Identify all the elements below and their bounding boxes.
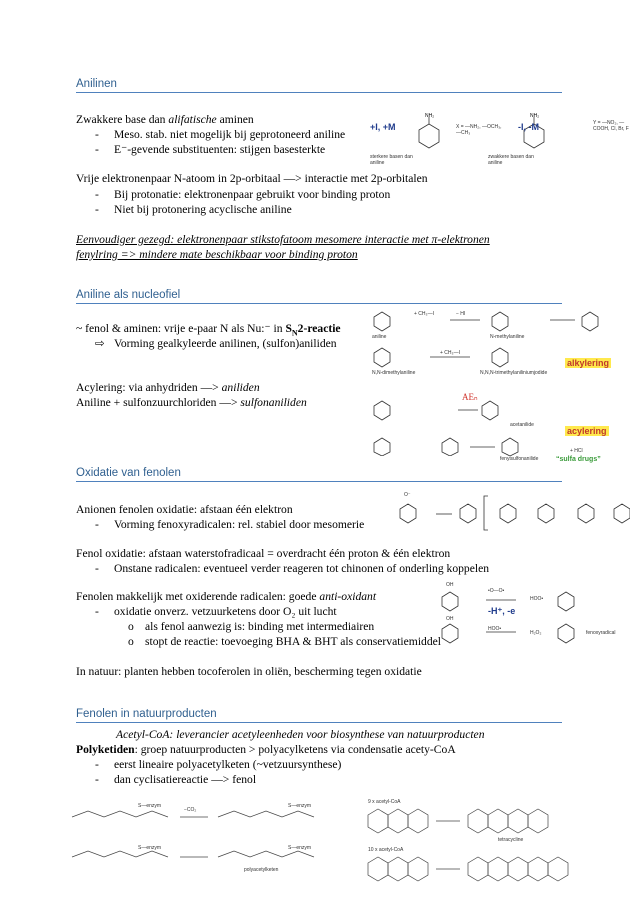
anilinen-bullet-4: Niet bij protonering acyclische aniline — [114, 203, 292, 216]
label-s-enzym-3: S—enzym — [138, 845, 162, 851]
oxidatie-bullet-1: Vorming fenoxyradicalen: rel. stabiel door mesomerie — [114, 518, 365, 531]
oxidatie-bullet-3: oxidatie onverz. vetzuurketens door O₂ uit lucht — [114, 605, 337, 618]
oxidatie-bullet-2: Onstane radicalen: eventueel verder reageren tot chinonen of onderling koppelen — [114, 562, 490, 575]
label-10x-acetyl-coa: 10 x acetyl-CoA — [368, 847, 404, 853]
label-hoo-1: HOO• — [530, 596, 544, 602]
reagent-plus-hcl: + HCl — [570, 448, 583, 454]
anilinen-line2: Vrije elektronenpaar N-atoom in 2p-orbitaal —> interactie met 2p-orbitalen — [76, 172, 428, 185]
anilinen-bullet-2: E⁻-gevende substituenten: stijgen basesterkte — [114, 143, 326, 156]
label-trimethylanilinium: N,N,N-trimethylaniliniumjodide — [480, 370, 548, 376]
anilinen-summary-2: fenylring => mindere mate beschikbaar voor binding proton — [76, 248, 358, 261]
bullet-dash: - — [95, 128, 99, 141]
polyketide-figure — [68, 795, 630, 895]
natuur-line1: Acetyl-CoA: leverancier acetyleenheden voor biosynthese van natuurproducten — [116, 728, 485, 741]
alkylation-acylation-figure — [370, 306, 630, 463]
reagent-minus-hi: − HI — [456, 311, 466, 317]
label-s-enzym-1: S—enzym — [138, 803, 162, 809]
benzene-ring-left — [419, 124, 439, 148]
bullet-dash: - — [95, 143, 99, 156]
anilinen-bullet-1: Meso. stab. niet mogelijk bij geprotoneerd aniline — [114, 128, 346, 141]
section-title-nucleofiel: Aniline als nucleofiel — [76, 289, 562, 304]
label-acetanilide: acetanilide — [510, 422, 534, 428]
tag-plus-i-plus-m: +I, +M — [370, 122, 396, 132]
bullet-dash: - — [95, 773, 99, 786]
bullet-dash: - — [95, 188, 99, 201]
svg-text:NH₂: NH₂ — [425, 113, 435, 119]
nucleofiel-arrow-item: Vorming gealkyleerde anilinen, (sulfon)aniliden — [114, 337, 337, 350]
anilinen-line1: Zwakkere base dan alifatische aminen — [76, 113, 254, 126]
oxidatie-line4: In natuur: planten hebben tocoferolen in oliën, bescherming tegen oxidatie — [76, 665, 422, 678]
section-title-natuur: Fenolen in natuurproducten — [76, 708, 562, 723]
section-title-anilinen: Anilinen — [76, 78, 562, 93]
label-oxygen-diradical: •O—O• — [488, 588, 505, 594]
oxidatie-sub-bullet-2: stopt de reactie: toevoeging BHA & BHT als conservatiemiddel — [145, 635, 442, 648]
bullet-dash: - — [95, 562, 99, 575]
bullet-dash: - — [95, 605, 99, 618]
tag-acylering: acylering — [567, 426, 607, 436]
label-aniline: aniline — [372, 334, 387, 340]
sub-bullet: o — [128, 620, 134, 633]
label-oh-1: OH — [446, 582, 454, 588]
label-polyacetylketen: polyacetylketen — [244, 867, 279, 873]
oxidatie-line1: Anionen fenolen oxidatie: afstaan één elektron — [76, 503, 293, 516]
natuur-line2: Polyketiden: groep natuurproducten > polyacylketens via condensatie acety-CoA — [76, 743, 456, 756]
anilinen-summary-1: Eenvoudiger gezegd: elektronenpaar stikstofatoom mesomere interactie met π-elektronen — [76, 233, 490, 246]
caption-stronger-bases: sterkere basen dan aniline — [370, 154, 413, 166]
bullet-dash: - — [95, 203, 99, 216]
bullet-dash: - — [95, 758, 99, 771]
label-9x-acetyl-coa: 9 x acetyl-CoA — [368, 799, 401, 805]
label-minus-h-minus-e: -H⁺, -e — [488, 606, 516, 616]
reagent-methyl-iodide-2: + CH₃—I — [440, 350, 460, 356]
label-fenylsulfonanilide: fenylsulfonanilide — [500, 456, 539, 462]
label-s-enzym-2: S—enzym — [288, 803, 312, 809]
section-title-oxidatie: Oxidatie van fenolen — [76, 467, 562, 482]
nucleofiel-line3: Aniline + sulfonzuurchloriden —> sulfonaniliden — [76, 396, 307, 409]
natuur-bullet-2: dan cyclisatiereactie —> fenol — [114, 773, 257, 786]
label-ae-n: AEₙ — [462, 392, 478, 402]
sub-bullet: o — [128, 635, 134, 648]
nucleofiel-line2: Acylering: via anhydriden —> aniliden — [76, 381, 260, 394]
substituent-effect-figure — [368, 112, 630, 172]
nucleofiel-line1: ~ fenol & aminen: vrije e-paar N als Nu:⁻ in $S_N2$-reactie — [76, 322, 341, 338]
label-phenolate-o-minus: O⁻ — [404, 492, 411, 498]
svg-text:NH₂: NH₂ — [530, 113, 540, 119]
tag-minus-i-minus-m: -I, -M — [518, 122, 539, 132]
phenol-radical-figure — [436, 580, 630, 652]
oxidatie-line2: Fenol oxidatie: afstaan waterstofradicaal = overdracht één proton & één elektron — [76, 547, 451, 560]
label-sulfa-drugs: “sulfa drugs” — [556, 456, 601, 463]
tag-alkylering: alkylering — [567, 358, 610, 368]
oxidatie-sub-bullet-1: als fenol aanwezig is: binding met intermediairen — [145, 620, 375, 633]
label-n-n-dimethylaniline: N,N-dimethylaniline — [372, 370, 416, 376]
natuur-bullet-1: eerst lineaire polyacetylketen (~vetzuursynthese) — [114, 758, 342, 771]
label-s-enzym-4: S—enzym — [288, 845, 312, 851]
caption-weaker-bases: zwakkere basen dan aniline — [488, 154, 534, 166]
label-oh-2: OH — [446, 616, 454, 622]
label-tetracycline: tetracycline — [498, 837, 524, 843]
label-h2o2: H₂O₂ — [530, 630, 542, 636]
label-fenoxyradical: fenoxyradical — [586, 630, 616, 636]
anilinen-bullet-3: Bij protonatie: elektronenpaar gebruikt voor binding proton — [114, 188, 391, 201]
label-hoo-2: HOO• — [488, 626, 502, 632]
phenoxy-resonance-figure — [396, 490, 630, 535]
reagent-methyl-iodide: + CH₃—I — [414, 311, 434, 317]
arrow-bullet-icon: ⇨ — [95, 337, 105, 350]
substituent-x-list: X = —NH₂, —OCH₃, —CH₃ — [456, 124, 502, 136]
substituent-y-list: Y = —NO₂, —COOH, Cl, Br, F — [593, 120, 629, 132]
label-minus-co2: −CO₂ — [184, 807, 197, 813]
oxidatie-line3: Fenolen makkelijk met oxiderende radicalen: goede anti-oxidant — [76, 590, 377, 603]
bullet-dash: - — [95, 518, 99, 531]
label-n-methylaniline: N-methylaniline — [490, 334, 525, 340]
